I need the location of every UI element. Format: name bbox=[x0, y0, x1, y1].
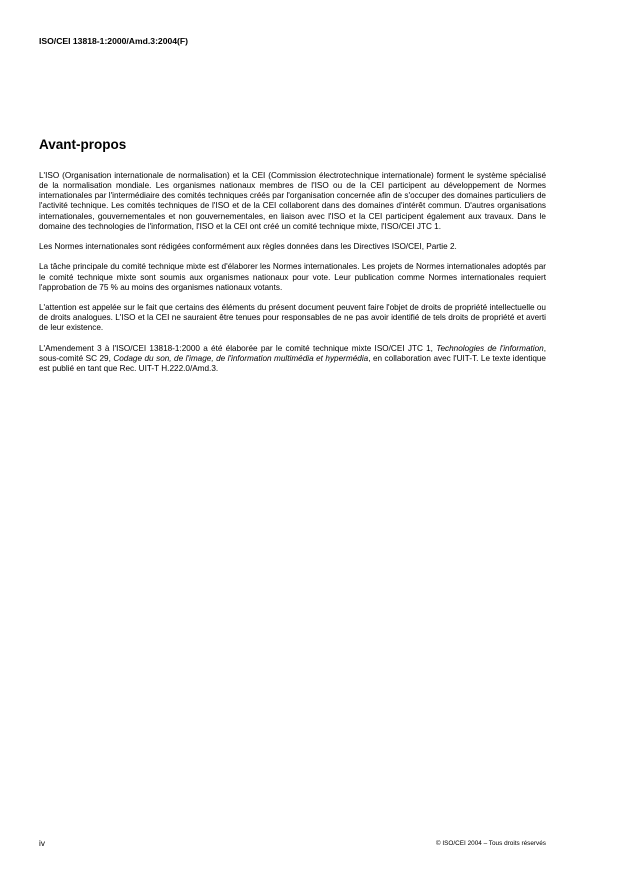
amendment-text-part-2: , sous-comité SC 29, bbox=[39, 343, 546, 363]
amendment-text-part-1: L'Amendement 3 à l'ISO/CEI 13818-1:2000 a été élaborée par le comité technique mixte ISO/CEI JTC 1, bbox=[39, 343, 437, 353]
page-number: iv bbox=[39, 839, 45, 848]
paragraph-main-task: La tâche principale du comité technique mixte est d'élaborer les Normes internationales. Les projets de Normes internationales adoptés par le comité technique mixte sont soumis aux organismes nationaux pour vote. Leur publication comme Normes internationales requiert l'approbation de 75 % au moins des organismes nationaux votants. bbox=[39, 262, 546, 292]
paragraph-amendment-info bbox=[39, 344, 546, 374]
paragraph-patent-notice: L'attention est appelée sur le fait que certains des éléments du présent document peuvent faire l'objet de droits de propriété intellectuelle ou de droits analogues. L'ISO et la CEI ne sauraient être tenues pour responsables de ne pas avoir identifié de tels droits de propriété et averti de leur existence. bbox=[39, 303, 546, 333]
amendment-committee-title: Technologies de l'information bbox=[436, 343, 544, 353]
page-title: Avant-propos bbox=[39, 137, 127, 152]
paragraph-directives: Les Normes internationales sont rédigées conformément aux règles données dans les Directives ISO/CEI, Partie 2. bbox=[39, 242, 457, 252]
foreword-body bbox=[39, 171, 546, 384]
document-reference: ISO/CEI 13818-1:2000/Amd.3:2004(F) bbox=[39, 36, 189, 46]
paragraph-iso-cei-intro: L'ISO (Organisation internationale de normalisation) et la CEI (Commission électrotechnique internationale) forment le système spécialisé de la normalisation mondiale. Les organismes nationaux membres de l'ISO ou de la CEI participent au développement de Normes internationales par l'intermédiaire des comités techniques créés par l'organisation concernée afin de s'occuper des domaines particuliers de l'activité technique. Les comités techniques de l'ISO et de la CEI collaborent dans des domaines d'intérêt commun. D'autres organisations internationales, gouvernementales et non gouvernementales, en liaison avec l'ISO et la CEI participent également aux travaux. Dans le domaine des technologies de l'information, l'ISO et la CEI ont créé un comité technique mixte, l'ISO/CEI JTC 1. bbox=[39, 171, 546, 231]
copyright-notice: © ISO/CEI 2004 – Tous droits réservés bbox=[435, 840, 546, 847]
amendment-text-part-3: , en collaboration avec l'UIT-T. Le texte identique est publié en tant que Rec. UIT-T H.222.0/Amd.3. bbox=[39, 353, 546, 374]
amendment-subcommittee-title: Codage du son, de l'image, de l'information multimédia et hypermédia bbox=[113, 353, 369, 363]
